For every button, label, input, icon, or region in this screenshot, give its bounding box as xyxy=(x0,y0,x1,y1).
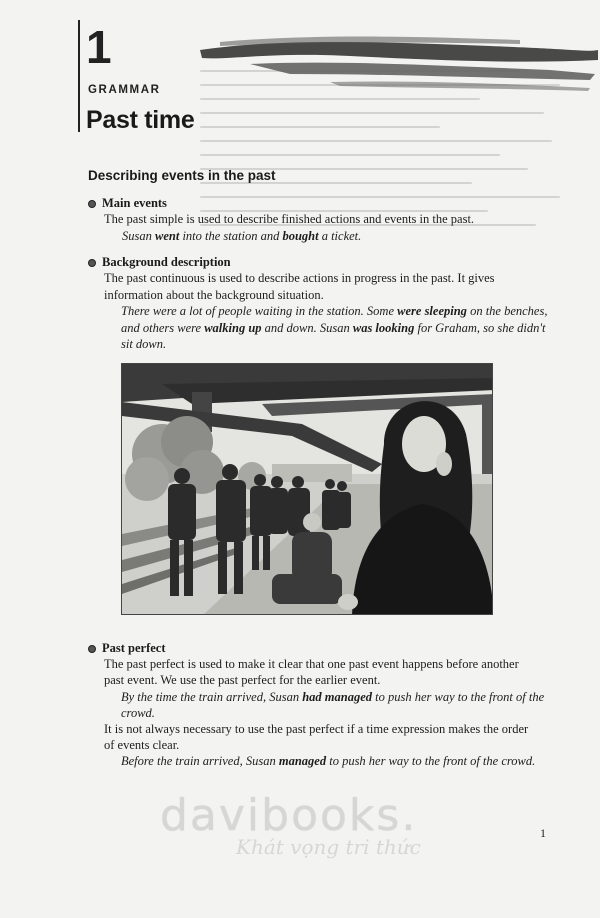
bullet-title: Past perfect xyxy=(102,641,166,655)
background-example-line: sit down. xyxy=(121,337,167,351)
background-example-line: There were a lot of people waiting in the station. Some were sleeping on the benches, xyxy=(121,304,548,318)
chapter-number: 1 xyxy=(86,21,112,73)
main-events-example: Susan went into the station and bought a ticket. xyxy=(122,229,362,243)
page-title: Past time xyxy=(86,106,195,134)
watermark-sub: Khát vọng tri thức xyxy=(236,835,421,859)
background-text-line: information about the background situation. xyxy=(104,288,324,302)
station-illustration xyxy=(121,363,493,615)
past-perfect-text-line: The past perfect is used to make it clear that one past event happens before another xyxy=(104,657,519,671)
bullet-title: Main events xyxy=(102,196,167,210)
background-text-line: The past continuous is used to describe actions in progress in the past. It gives xyxy=(104,271,495,285)
bullet-icon xyxy=(88,645,96,653)
main-events-text: The past simple is used to describe finished actions and events in the past. xyxy=(104,212,475,226)
past-perfect-text-line: past event. We use the past perfect for the earlier event. xyxy=(104,673,381,687)
past-perfect-example2: Before the train arrived, Susan managed to push her way to the front of the crowd. xyxy=(121,754,536,768)
page-number: 1 xyxy=(540,826,546,840)
past-perfect-text2-line: It is not always necessary to use the past perfect if a time expression makes the order xyxy=(104,722,529,736)
past-perfect-example-line: By the time the train arrived, Susan had managed to push her way to the front of the xyxy=(121,690,545,704)
chapter-rule xyxy=(78,20,80,132)
watermark xyxy=(160,790,460,859)
section-label: GRAMMAR xyxy=(88,84,161,96)
subheading: Describing events in the past xyxy=(88,168,276,183)
watermark-main: davibooks. xyxy=(160,790,418,841)
bullet-icon xyxy=(88,200,96,208)
bullet-icon xyxy=(88,259,96,267)
background-example-line: and others were walking up and down. Susan was looking for Graham, so she didn't xyxy=(121,321,546,335)
past-perfect-example-line: crowd. xyxy=(121,706,155,720)
bullet-main-events xyxy=(88,196,167,211)
bullet-past-perfect xyxy=(88,641,166,656)
past-perfect-text2-line: of events clear. xyxy=(104,738,180,752)
bullet-background xyxy=(88,255,231,270)
bullet-title: Background description xyxy=(102,255,231,269)
